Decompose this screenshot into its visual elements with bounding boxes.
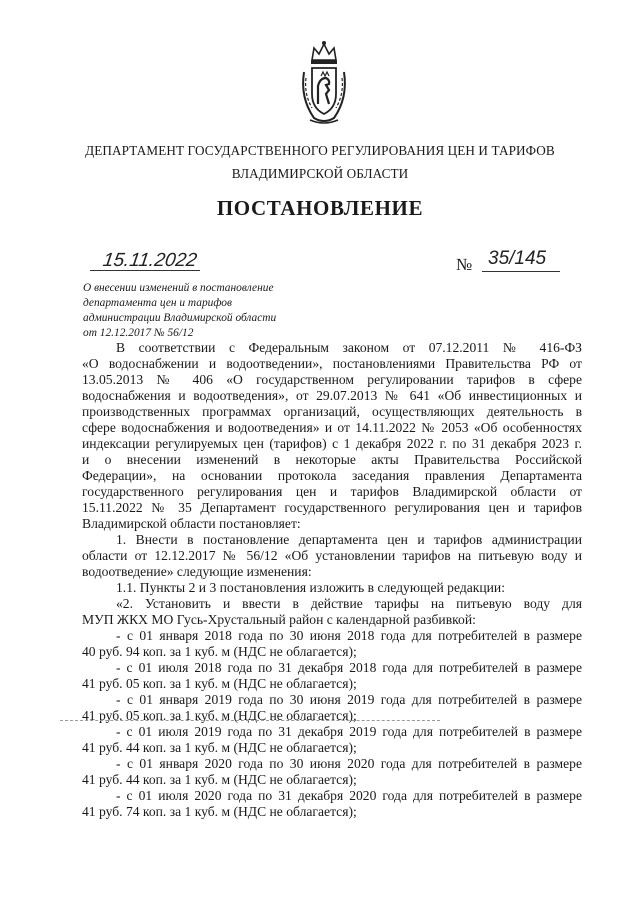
subject-line: администрации Владимирской области: [83, 312, 277, 324]
body-line: Федерации», на основании протокола заседания правления Департамента: [82, 468, 582, 483]
body-line: 41 руб. 74 коп. за 1 куб. м (НДС не облагается);: [82, 804, 357, 819]
number-underline: [482, 271, 560, 272]
body-line: «2. Установить и ввести в действие тарифы на питьевую воду для: [116, 596, 582, 611]
body-line: В соответствии с Федеральным законом от 07.12.2011 № 416-ФЗ: [116, 340, 582, 355]
body-line: государственного регулирования цен и тарифов Владимирской области от: [82, 484, 582, 499]
document-date: 15.11.2022: [101, 250, 199, 271]
body-line: и о внесении изменений в некоторые акты Правительства Российской: [82, 452, 582, 467]
body-line: - с 01 июля 2020 года по 31 декабря 2020 года для потребителей в размере: [116, 788, 582, 803]
body-line: области от 12.12.2017 № 56/12 «Об установлении тарифов на питьевую воду и: [82, 548, 582, 563]
body-line: 40 руб. 94 коп. за 1 куб. м (НДС не облагается);: [82, 644, 357, 659]
subject-line: департамента цен и тарифов: [83, 297, 232, 309]
body-line: - с 01 января 2019 года по 30 июня 2019 года для потребителей в размере: [116, 692, 582, 707]
body-line: 15.11.2022 № 35 Департамент государственного регулирования цен и тарифов: [82, 500, 582, 515]
body-line: 41 руб. 05 коп. за 1 куб. м (НДС не облагается);: [82, 708, 357, 723]
body-line: 1.1. Пункты 2 и 3 постановления изложить в следующей редакции:: [116, 580, 505, 595]
department-name-line2: ВЛАДИМИРСКОЙ ОБЛАСТИ: [231, 166, 409, 181]
body-line: - с 01 января 2020 года по 30 июня 2020 года для потребителей в размере: [116, 756, 582, 771]
body-line: индексации регулируемых цен (тарифов) с 1 декабря 2022 г. по 31 декабря 2023 г.: [82, 436, 582, 451]
document-number: 35/145: [488, 248, 547, 269]
body-line: МУП ЖКХ МО Гусь-Хрустальный район с календарной разбивкой:: [82, 612, 476, 627]
body-line: - с 01 января 2018 года по 30 июня 2018 года для потребителей в размере: [116, 628, 582, 643]
body-line: водоотведение» следующие изменения:: [82, 564, 312, 579]
subject-line: О внесении изменений в постановление: [83, 282, 274, 294]
scan-artifact-line: [60, 720, 440, 721]
body-line: сфере водоснабжения и водоотведения» и от 14.11.2022 № 2053 «Об особенностях: [82, 420, 582, 435]
body-line: 1. Внести в постановление департамента цен и тарифов администрации: [116, 532, 582, 547]
body-line: 41 руб. 05 коп. за 1 куб. м (НДС не облагается);: [82, 676, 357, 691]
body-line: 41 руб. 44 коп. за 1 куб. м (НДС не облагается);: [82, 772, 357, 787]
body-line: водоснабжения и водоотведения», от 29.07.2013 № 641 «Об инвестиционных и: [82, 388, 582, 403]
body-line: - с 01 июля 2019 года по 31 декабря 2019 года для потребителей в размере: [116, 724, 582, 739]
body-line: - с 01 июля 2018 года по 31 декабря 2018 года для потребителей в размере: [116, 660, 582, 675]
body-line: 13.05.2013 № 406 «О государственном регулировании тарифов в сфере: [82, 372, 582, 387]
document-subject: [83, 281, 276, 341]
subject-line: от 12.12.2017 № 56/12: [83, 327, 194, 339]
body-line: «О водоснабжении и водоотведении», постановлениями Правительства РФ от: [82, 356, 582, 371]
body-line: Владимирской области постановляет:: [82, 516, 301, 531]
body-line: производственных программах организаций, осуществляющих деятельность в: [82, 404, 582, 419]
coat-of-arms-icon: [296, 38, 352, 126]
date-underline: [90, 270, 200, 271]
body-line: 41 руб. 44 коп. за 1 куб. м (НДС не облагается);: [82, 740, 357, 755]
document-title: ПОСТАНОВЛЕНИЕ: [216, 196, 424, 220]
document-body: [82, 340, 582, 820]
department-name-line1: ДЕПАРТАМЕНТ ГОСУДАРСТВЕННОГО РЕГУЛИРОВАНИЯ ЦЕН И ТАРИФОВ: [85, 143, 555, 158]
number-label: №: [456, 255, 473, 274]
